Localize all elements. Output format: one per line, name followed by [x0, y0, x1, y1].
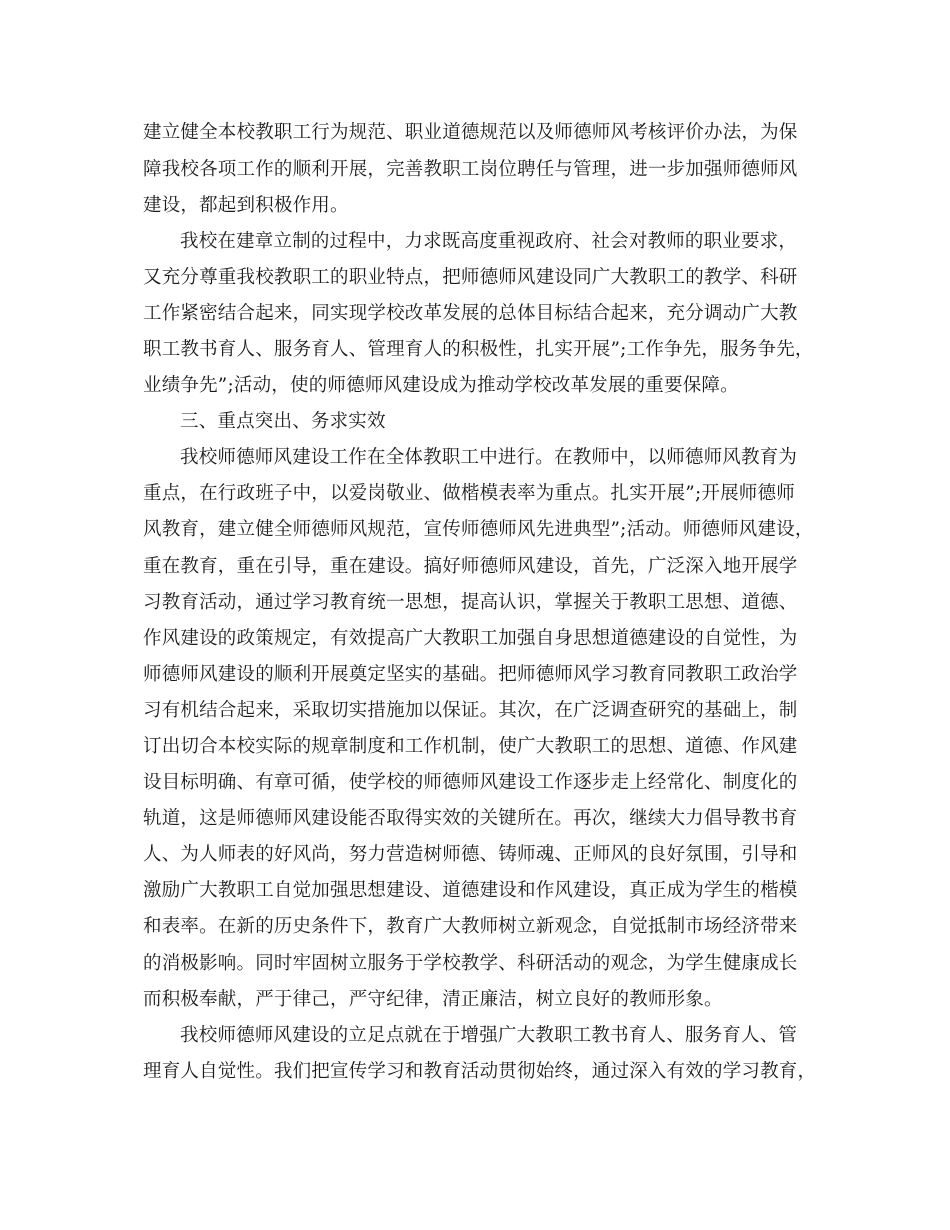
text-line: 激励广大教职工自觉加强思想建设、道德建设和作风建设，真正成为学生的楷模 [143, 880, 798, 901]
text-line: 轨道，这是师德师风建设能否取得实效的关键所在。再次，继续大力倡导教书育 [143, 808, 798, 829]
text-line: 的消极影响。同时牢固树立服务于学校教学、科研活动的观念，为学生健康成长 [143, 953, 798, 974]
text-line: 业绩争先”;活动，使的师德师风建设成为推动学校改革发展的重要保障。 [143, 375, 739, 396]
text-line: 人、为人师表的好风尚，努力营造树师德、铸师魂、正师风的良好氛围，引导和 [143, 844, 798, 865]
text-line: 师德师风建设的顺利开展奠定坚实的基础。把师德师风学习教育同教职工政治学 [143, 664, 798, 685]
text-line: 建立健全本校教职工行为规范、职业道德规范以及师德师风考核评价办法，为保 [143, 122, 798, 143]
text-line: 而积极奉献，严于律己，严守纪律，清正廉洁，树立良好的教师形象。 [143, 989, 723, 1010]
text-line: 我校在建章立制的过程中，力求既高度重视政府、社会对教师的职业要求， [180, 231, 798, 252]
text-line: 又充分尊重我校教职工的职业特点，把师德师风建设同广大教职工的教学、科研 [143, 267, 798, 288]
text-line: 和表率。在新的历史条件下，教育广大教师树立新观念，自觉抵制市场经济带来 [143, 916, 798, 937]
text-line: 习教育活动，通过学习教育统一思想，提高认识，掌握关于教职工思想、道德、 [143, 592, 798, 613]
text-line: 工作紧密结合起来，同实现学校改革发展的总体目标结合起来，充分调动广大教 [143, 303, 798, 324]
text-line: 重点，在行政班子中，以爱岗敬业、做楷模表率为重点。扎实开展”;开展师德师 [143, 483, 795, 504]
text-line: 理育人自觉性。我们把宣传学习和教育活动贯彻始终，通过深入有效的学习教育， [143, 1061, 817, 1082]
text-line: 习有机结合起来，采取切实措施加以保证。其次，在广泛调查研究的基础上，制 [143, 700, 798, 721]
text-line: 职工教书育人、服务育人、管理育人的积极性，扎实开展”;工作争先，服务争先， [143, 339, 814, 360]
text-line: 订出切合本校实际的规章制度和工作机制，使广大教职工的思想、道德、作风建 [143, 736, 798, 757]
text-line: 我校师德师风建设的立足点就在于增强广大教职工教书育人、服务育人、管 [180, 1025, 798, 1046]
section-heading: 三、重点突出、务求实效 [180, 411, 386, 432]
text-line: 设目标明确、有章可循，使学校的师德师风建设工作逐步走上经常化、制度化的 [143, 772, 798, 793]
text-line: 我校师德师风建设工作在全体教职工中进行。在教师中，以师德师风教育为 [180, 447, 798, 468]
text-line: 建设，都起到积极作用。 [143, 195, 349, 216]
text-line: 重在教育，重在引导，重在建设。搞好师德师风建设，首先，广泛深入地开展学 [143, 556, 798, 577]
text-line: 作风建设的政策规定，有效提高广大教职工加强自身思想道德建设的自觉性，为 [143, 628, 798, 649]
text-line: 障我校各项工作的顺利开展，完善教职工岗位聘任与管理，进一步加强师德师风 [143, 159, 798, 180]
text-line: 风教育，建立健全师德师风规范，宣传师德师风先进典型”;活动。师德师风建设， [143, 519, 814, 540]
